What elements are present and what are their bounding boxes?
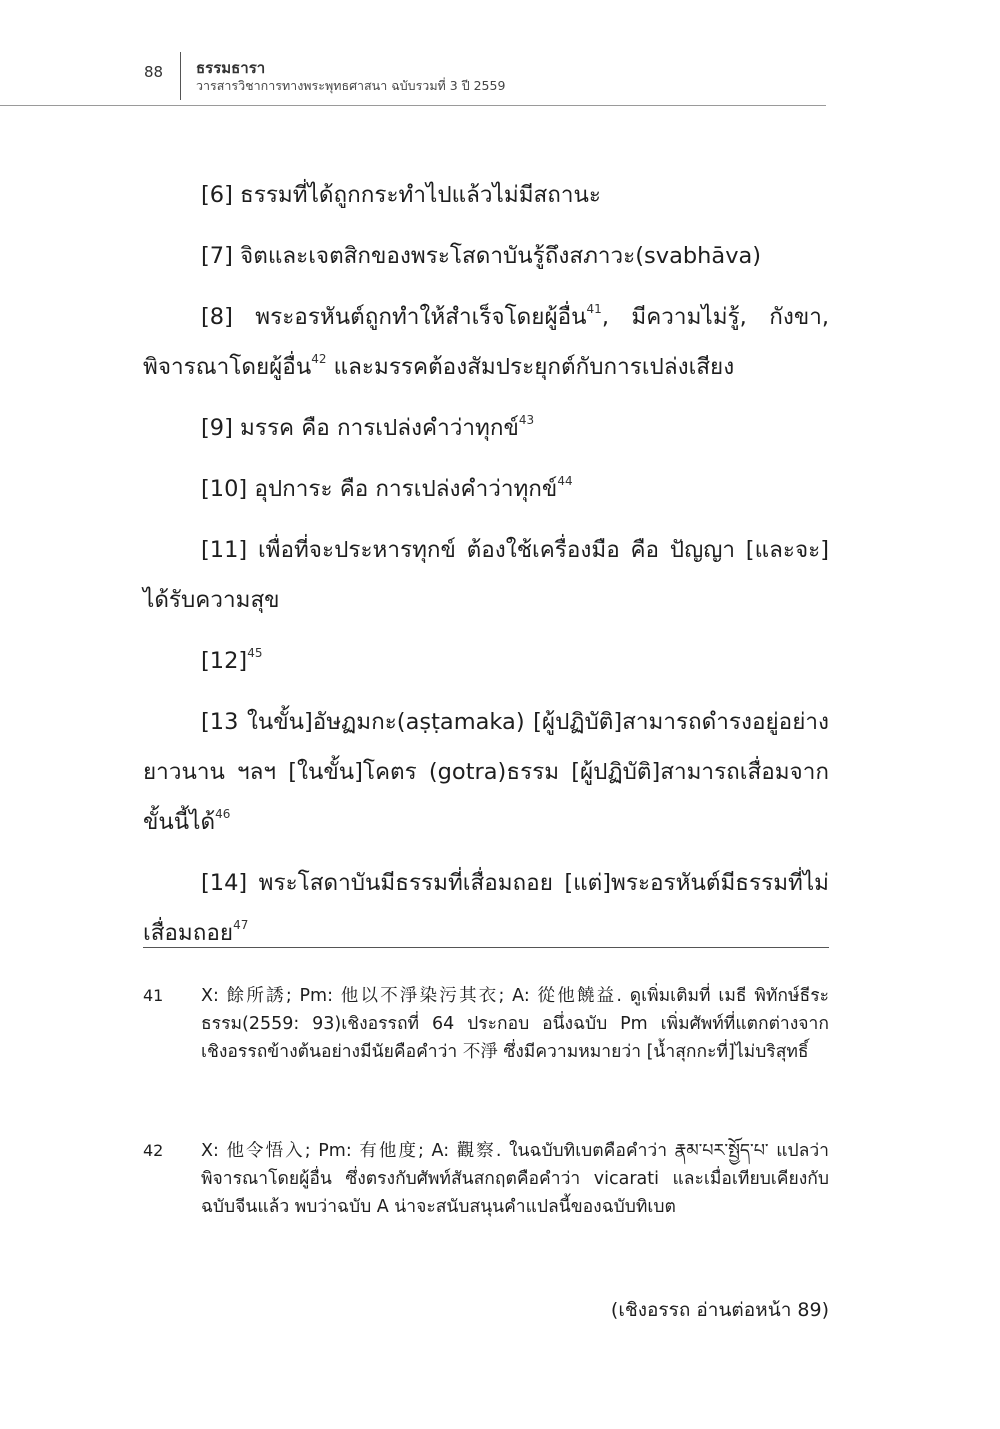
paragraph-14: [14] พระโสดาบันมีธรรมที่เสื่อมถอย [แต่]พระอรหันต์มีธรรมที่ไม่เสื่อมถอย$^{47}$ [143,870,829,946]
paragraph-6: [6] ธรรมที่ได้ถูกกระทำไปแล้วไม่มีสถานะ [201,182,601,208]
paragraph-13: [13 ในขั้น]อัษฏมกะ(aṣṭamaka) [ผู้ปฏิบัติ]สามารถดำรงอยู่อย่างยาวนาน ฯลฯ [ในขั้น]โคตร (gotra)ธรรม [ผู้ปฏิบัติ]สามารถเสื่อมจากขั้นนี้ได้$^{46}$ [143,709,829,835]
paragraph-8: [8] พระอรหันต์ถูกทำให้สำเร็จโดยผู้อื่น$^{41}$, มีความไม่รู้, กังขา, พิจารณาโดยผู้อื่น$^{42}$ และมรรคต้องสัมประยุกต์กับการเปล่งเสียง [143,302,829,380]
footnote-ref-43[interactable]: 43 [518,413,535,427]
header-rule [0,105,826,106]
journal-subtitle: วารสารวิชาการทางพระพุทธศาสนา ฉบับรวมที่ 3 ปี 2559 [196,78,506,93]
journal-title: ธรรมธารา [196,59,266,77]
footnote-ref-44[interactable]: 44 [557,474,573,488]
footnote-ref-46[interactable]: 46 [215,807,231,821]
footnote-divider [143,947,829,948]
footnote-ref-47[interactable]: 47 [233,918,249,932]
page-header [0,0,1000,108]
footnote-ref-41[interactable]: 41 [586,302,602,316]
paragraph-10: [10] อุปการะ คือ การเปล่งคำว่าทุกข์$^{44}$ [201,474,573,502]
footnote-42 [143,1137,829,1221]
footnote-text: X: 餘所誘; Pm: 他以不淨染污其衣; A: 從他饒益. ดูเพิ่มเติมที่ เมธี พิทักษ์ธีระธรรม(2559: 93)เชิงอรรถที่ 64 ประกอบ อนึ่งฉบับ Pm เพิ่มศัพท์ที่แตกต่างจากเชิงอรรถข้างต้นอย่างมีนัยคือคำว่า 不淨 ซึ่งมีความหมายว่า [น้ำสุกกะที่]ไม่บริสุทธิ์ [201,986,829,1062]
paragraph-12: $[12]^{45}$ [201,646,263,674]
main-text [143,170,829,969]
paragraph-7: [7] จิตและเจตสิกของพระโสดาบันรู้ถึงสภาวะ(svabhāva) [201,243,762,269]
footnote-41 [143,982,829,1066]
paragraph-9: [9] มรรค คือ การเปล่งคำว่าทุกข์$^{43}$ [201,413,535,441]
footnote-continue-note: (เชิงอรรถ อ่านต่อหน้า 89) [610,1299,829,1321]
paragraph-11: [11] เพื่อที่จะประหารทุกข์ ต้องใช้เครื่องมือ คือ ปัญญา [และจะ] ได้รับความสุข [143,537,829,613]
page-number: 88 [144,63,164,81]
footnote-number: 42 [143,1141,164,1160]
footnote-number: 41 [143,986,164,1005]
footnote-ref-45[interactable]: 45 [247,646,263,660]
footnote-text: X: 他令悟入; Pm: 有他度; A: 觀察. ในฉบับทิเบตคือคำว่า རྣམ་པར་སྤྱོད་པ་ แปลว่า พิจารณาโดยผู้อื่น ซึ่งตรงกับศัพท์สันสกฤตคือคำว่า vicarati และเมื่อเทียบเคียงกับฉบับจีนแล้ว พบว่าฉบับ A น่าจะสนับสนุนคำแปลนี้ของฉบับทิเบต [201,1141,829,1217]
footnote-ref-42[interactable]: 42 [311,352,327,366]
header-divider [180,52,181,100]
